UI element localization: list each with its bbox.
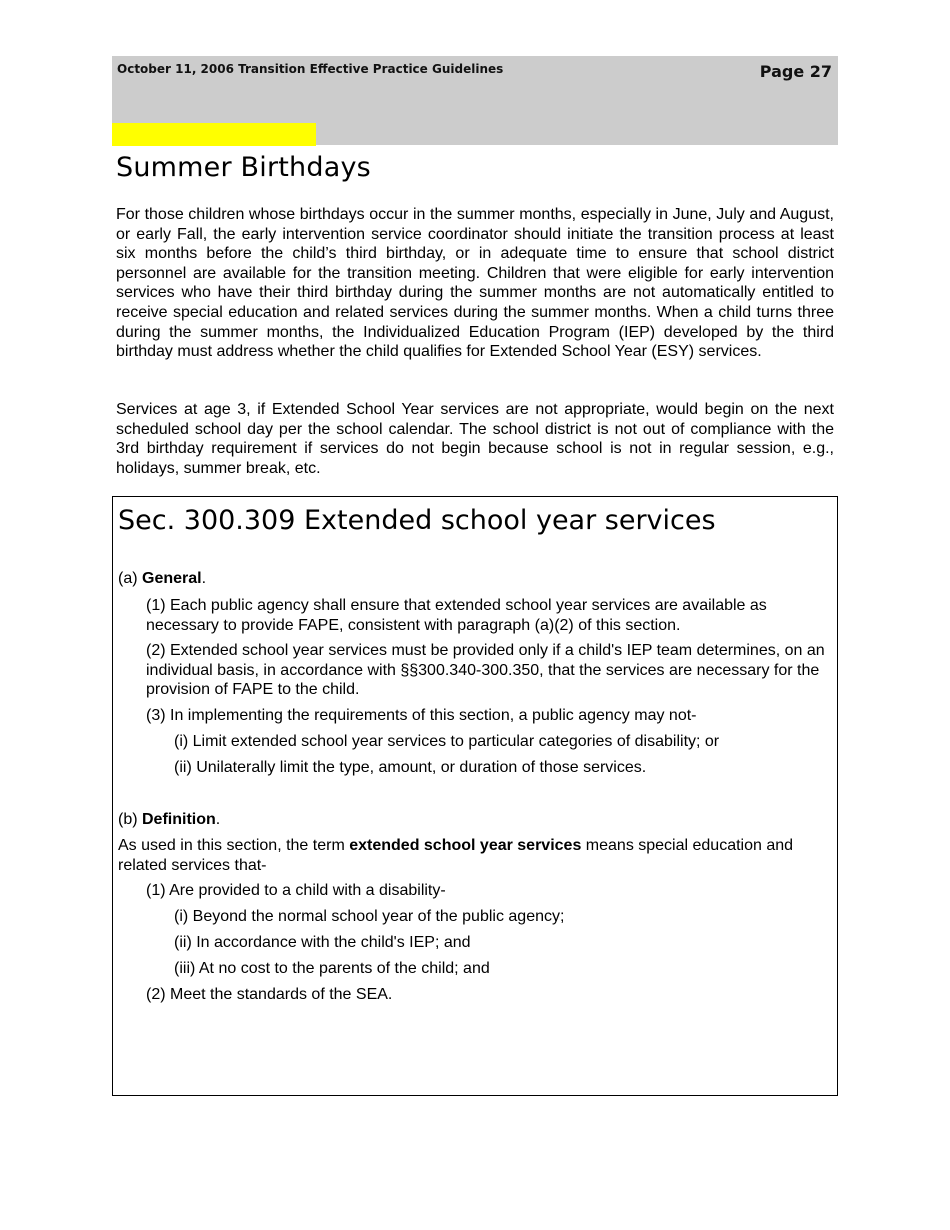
regulation-title: Sec. 300.309 Extended school year services	[118, 505, 716, 536]
paragraph-summer-birthdays: For those children whose birthdays occur in the summer months, especially in June, July and August, or early Fall, the early intervention service coordinator should initiate the transition process at least six months before the child’s third birthday, or in adequate time to ensure that school district personnel are available for the transition meeting. Children that were eligible for early intervention services who have their third birthday during the summer months are not automatically entitled to receive special education and related services during the summer months. When a child turns three during the summer months, the Individualized Education Program (IEP) developed by the third birthday must address whether the child qualifies for Extended School Year (ESY) services.	[116, 206, 834, 361]
definition-item-1-iii: (iii) At no cost to the parents of the child; and	[174, 960, 490, 977]
general-item-1: (1) Each public agency shall ensure that extended school year services are available as necessary to provide FAPE, consistent with paragraph (a)(2) of this section.	[146, 597, 767, 634]
general-heading	[118, 569, 828, 589]
general-item-3: (3) In implementing the requirements of this section, a public agency may not-	[146, 707, 697, 724]
definition-heading	[118, 810, 828, 830]
definition-label: Definition	[142, 811, 216, 828]
paragraph-services-at-age-3: Services at age 3, if Extended School Year services are not appropriate, would begin on the next scheduled school day per the school calendar. The school district is not out of compliance with the 3rd birthday requirement if services do not begin because school is not in regular session, e.g., holidays, summer break, etc.	[116, 401, 834, 477]
definition-prefix: (b)	[118, 811, 142, 828]
page-number: Page 27	[759, 62, 832, 81]
definition-item-1: (1) Are provided to a child with a disability-	[146, 882, 446, 899]
definition-item-1-i: (i) Beyond the normal school year of the public agency;	[174, 908, 565, 925]
definition-item-2: (2) Meet the standards of the SEA.	[146, 986, 393, 1003]
definition-intro	[118, 836, 828, 875]
regulation-box	[112, 496, 838, 1096]
general-prefix: (a)	[118, 570, 142, 587]
general-suffix: .	[201, 570, 207, 587]
section-title: Summer Birthdays	[116, 152, 371, 183]
general-item-3-i: (i) Limit extended school year services to particular categories of disability; or	[174, 733, 720, 750]
definition-intro-after: means special education and related services that-	[118, 837, 794, 874]
yellow-highlight-bar	[112, 123, 316, 146]
header-document-title: October 11, 2006 Transition Effective Practice Guidelines	[117, 62, 504, 76]
definition-intro-before: As used in this section, the term	[118, 837, 350, 854]
general-label: General	[142, 570, 202, 587]
general-item-2: (2) Extended school year services must be provided only if a child's IEP team determines, on an individual basis, in accordance with §§300.340-300.350, that the services are necessary for the provision of FAPE to the child.	[146, 642, 825, 699]
general-item-3-ii: (ii) Unilaterally limit the type, amount, or duration of those services.	[174, 759, 647, 776]
definition-suffix: .	[215, 811, 221, 828]
definition-term: extended school year services	[349, 837, 582, 854]
definition-item-1-ii: (ii) In accordance with the child's IEP; and	[174, 934, 471, 951]
